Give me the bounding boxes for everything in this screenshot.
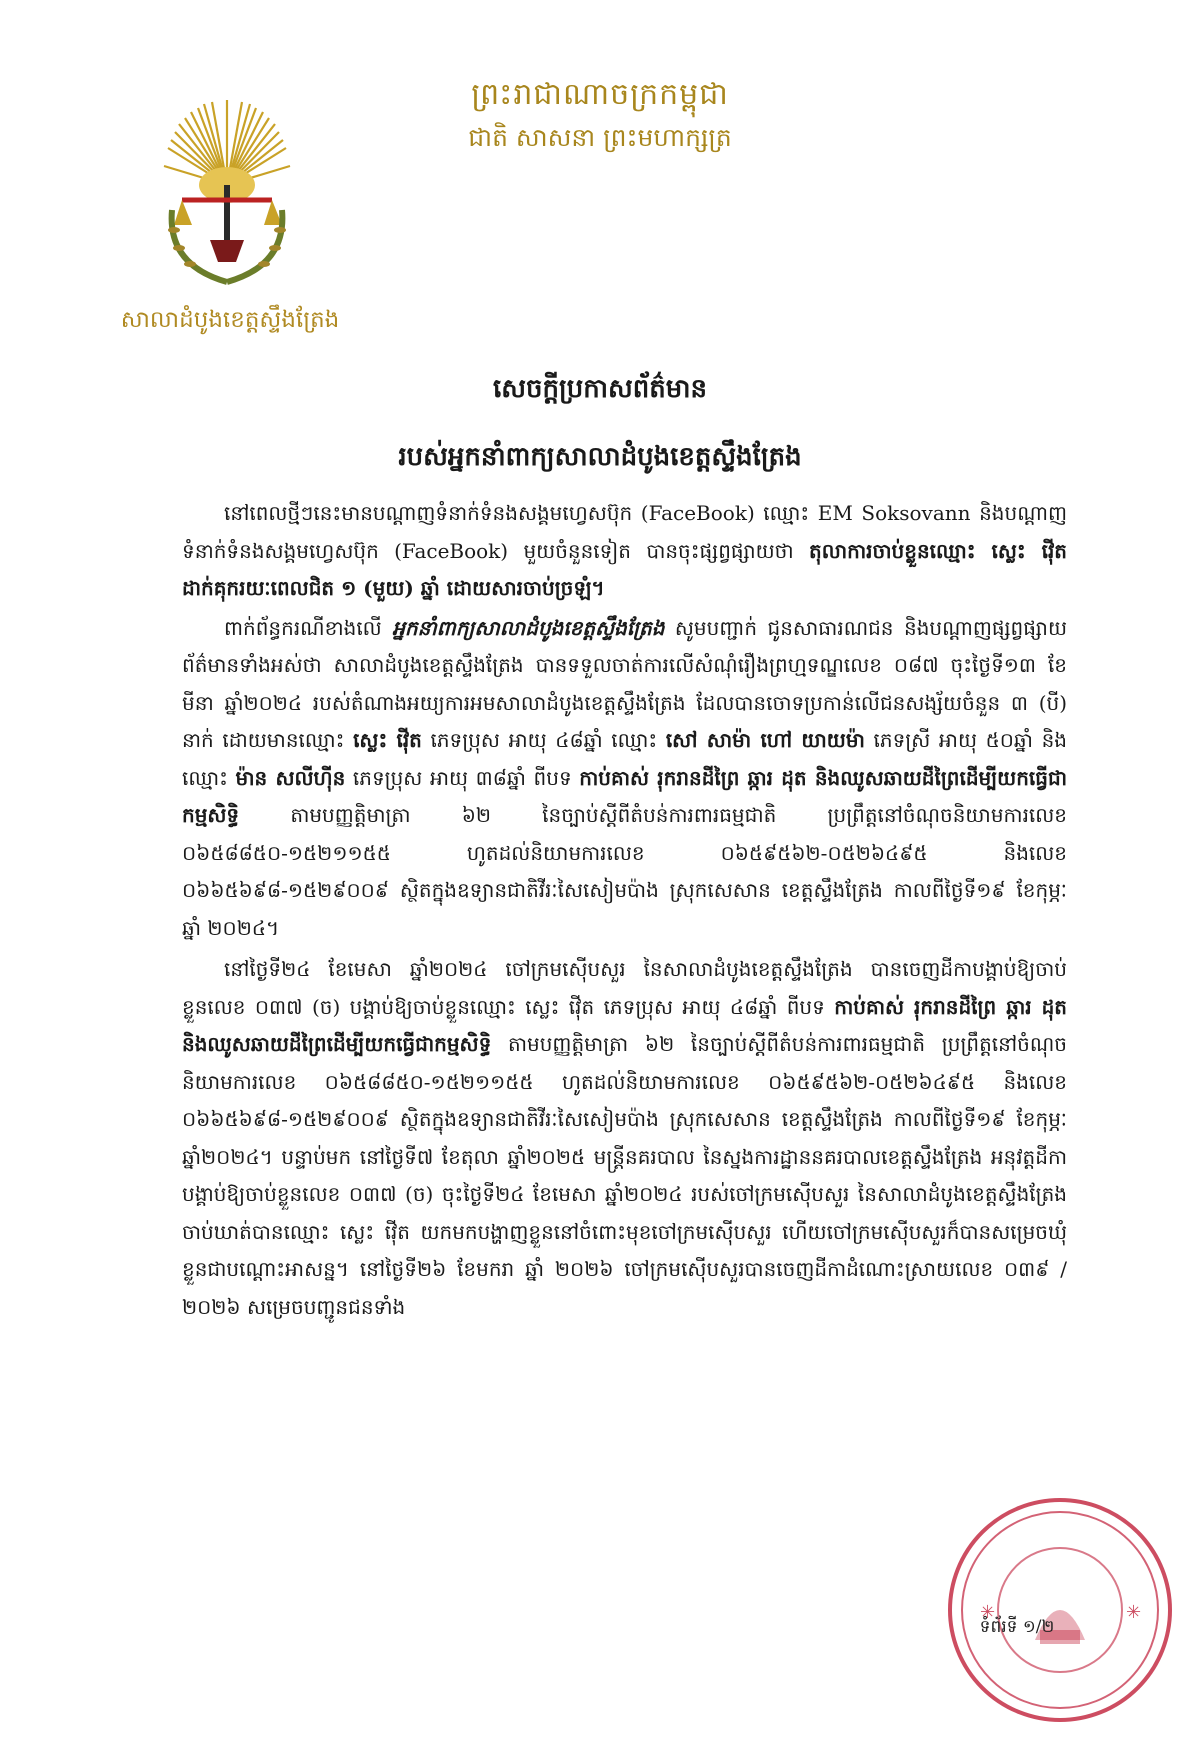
motto-line: ជាតិ សាសនា ព្រះមហាក្សត្រ [468, 123, 732, 152]
p2-name-1: ស្លេះ វ៉ើត [353, 728, 422, 752]
paragraph-1 [182, 495, 1067, 608]
official-seal-icon [940, 1490, 1180, 1730]
page-number: ទំព័រទី ១/២ [979, 1617, 1055, 1637]
document-title: សេចក្តីប្រកាសព័ត៌មាន [492, 374, 708, 404]
document-subtitle: របស់អ្នកនាំពាក្យសាលាដំបូងខេត្តស្ទឹងត្រែង [398, 442, 802, 472]
kingdom-line: ព្រះរាជាណាចក្រកម្ពុជា [471, 77, 729, 112]
p2-text-k: តាមបញ្ញត្តិមាត្រា ៦២ នៃច្បាប់ស្តីពីតំបន់ការពារធម្មជាតិ ប្រព្រឹត្តនៅចំណុចនិយាមការលេខ ០៦៥៨៨៥០-១៥២១១៥៥ ហូតដល់និយាមការលេខ ០៦៥៩៥៦២-០៥២៦៤៩៥ និងលេខ ០៦៦៥៦៩៨-១៥២៩០០៩ ស្ថិតក្នុងឧទ្យានជាតិវីរៈសៃសៀមប៉ាង ស្រុកសេសាន ខេត្តស្ទឹងត្រែង កាលពីថ្ងៃទី១៩ ខែកុម្ភៈ ឆ្នាំ ២០២៤។ [182, 803, 1067, 940]
p1-text: នៅពេលថ្មីៗនេះមានបណ្តាញទំនាក់ទំនងសង្គមហ្វេសប៊ុក (FaceBook) ឈ្មោះ EM Soksovann និងបណ្តាញទំនាក់ទំនងសង្គមហ្វេសប៊ុក (FaceBook) មួយចំនួនទៀត បានចុះផ្សព្វផ្សាយថា [182, 501, 1067, 563]
p3-charge: កាប់គាស់ រុករានដីព្រៃ ឆ្ការ ដុត និងឈូសឆាយដីព្រៃដើម្បីយកធ្វើជាកម្មសិទ្ធិ [182, 994, 1067, 1056]
p2-text-e: ភេទប្រុស អាយុ ៤៨ឆ្នាំ ឈ្មោះ [421, 728, 666, 752]
kingdom-header [440, 72, 760, 158]
p3-text-c: តាមបញ្ញត្តិមាត្រា ៦២ នៃច្បាប់ស្តីពីតំបន់ការពារធម្មជាតិ ប្រព្រឹត្តនៅចំណុចនិយាមការលេខ ០៦៥៨៨៥០-១៥២១១៥៥ ហូតដល់និយាមការលេខ ០៦៥៩៥៦២-០៥២៦៤៩៥ និងលេខ ០៦៦៥៦៩៨-១៥២៩០០៩ ស្ថិតក្នុងឧទ្យានជាតិវីរៈសៃសៀមប៉ាង ស្រុកសេសាន ខេត្តស្ទឹងត្រែង កាលពីថ្ងៃទី១៩ ខែកុម្ភៈ ឆ្នាំ២០២៤។ បន្ទាប់មក នៅថ្ងៃទី៧ ខែតុលា ឆ្នាំ២០២៥ មន្ត្រីនគរបាល នៃស្នងការដ្ឋាននគរបាលខេត្តស្ទឹងត្រែង អនុវត្តដីកាបង្គាប់ឱ្យចាប់ខ្លួនលេខ ០៣៧ (ច) ចុះថ្ងៃទី២៤ ខែមេសា ឆ្នាំ២០២៤ របស់ចៅក្រមស៊ើបសួរ នៃសាលាដំបូងខេត្តស្ទឹងត្រែង ចាប់ឃាត់បានឈ្មោះ ស្លេះ វ៉ើត យកមកបង្ហាញខ្លួននៅចំពោះមុខចៅក្រមស៊ើបសួរ ហើយចៅក្រមស៊ើបសួរក៏បានសម្រេចឃុំខ្លួនជាបណ្តោះអាសន្ន។ នៅថ្ងៃទី២៦ ខែមករា ឆ្នាំ ២០២៦ ចៅក្រមស៊ើបសួរបានចេញដីកាដំណោះស្រាយលេខ ០៣៩ /២០២៦ សម្រេចបញ្ជូនជនទាំង [182, 1032, 1067, 1319]
p2-spokesperson: អ្នកនាំពាក្យសាលាដំបូងខេត្តស្ទឹងត្រែង [392, 615, 665, 640]
p2-text-g: ភេទស្រី អាយុ ៥០ឆ្នាំ និងឈ្មោះ [182, 728, 1067, 790]
svg-text:✳: ✳ [980, 1602, 996, 1623]
document-body [182, 495, 1067, 1326]
p2-name-3: ម៉ាន សលីហ៊ីន [235, 765, 346, 790]
court-emblem-icon [152, 90, 302, 290]
p2-charge: កាប់គាស់ រុករានដីព្រៃ ឆ្ការ ដុត និងឈូសឆាយដីព្រៃដើម្បីយកធ្វើជាកម្មសិទ្ធិ [182, 765, 1067, 827]
svg-text:✳: ✳ [1126, 1602, 1142, 1623]
p2-text-i: ភេទប្រុស អាយុ ៣៨ឆ្នាំ ពីបទ [345, 765, 580, 790]
paragraph-3 [182, 951, 1067, 1326]
p3-text-a: នៅថ្ងៃទី២៤ ខែមេសា ឆ្នាំ២០២៤ ចៅក្រមស៊ើបសួរ នៃសាលាដំបូងខេត្តស្ទឹងត្រែង បានចេញដីកាបង្គាប់ឱ្យចាប់ខ្លួនលេខ ០៣៧ (ច) បង្គាប់ឱ្យចាប់ខ្លួនឈ្មោះ ស្លេះ វ៉ើត ភេទប្រុស អាយុ ៤៨ឆ្នាំ ពីបទ [182, 957, 1067, 1019]
court-name: សាលាដំបូងខេត្តស្ទឹងត្រែង [120, 307, 340, 333]
p1-bold: តុលាការចាប់ខ្លួនឈ្មោះ ស្លេះ វ៉ើត ដាក់គុករយៈពេលជិត ១ (មួយ) ឆ្នាំ ដោយសារចាប់ច្រឡំ។ [182, 538, 1068, 600]
paragraph-2 [182, 610, 1067, 948]
p2-text-c: សូមបញ្ជាក់ ជូនសាធារណជន និងបណ្តាញផ្សព្វផ្សាយព័ត៌មានទាំងអស់ថា សាលាដំបូងខេត្តស្ទឹងត្រែង បានទទួលចាត់ការលើសំណុំរឿងព្រហ្មទណ្ឌលេខ ០៨៧ ចុះថ្ងៃទី១៣ ខែមីនា ឆ្នាំ២០២៤ របស់តំណាងអយ្យការអមសាលាដំបូងខេត្តស្ទឹងត្រែង ដែលបានចោទប្រកាន់លើជនសង្ស័យចំនួន ៣ (បី) នាក់ ដោយមានឈ្មោះ [182, 615, 1067, 752]
p2-text-a: ពាក់ព័ន្ធករណីខាងលើ [224, 615, 393, 640]
p2-name-2: សៅ សាម៉ា ហៅ យាយម៉ា [665, 728, 865, 752]
